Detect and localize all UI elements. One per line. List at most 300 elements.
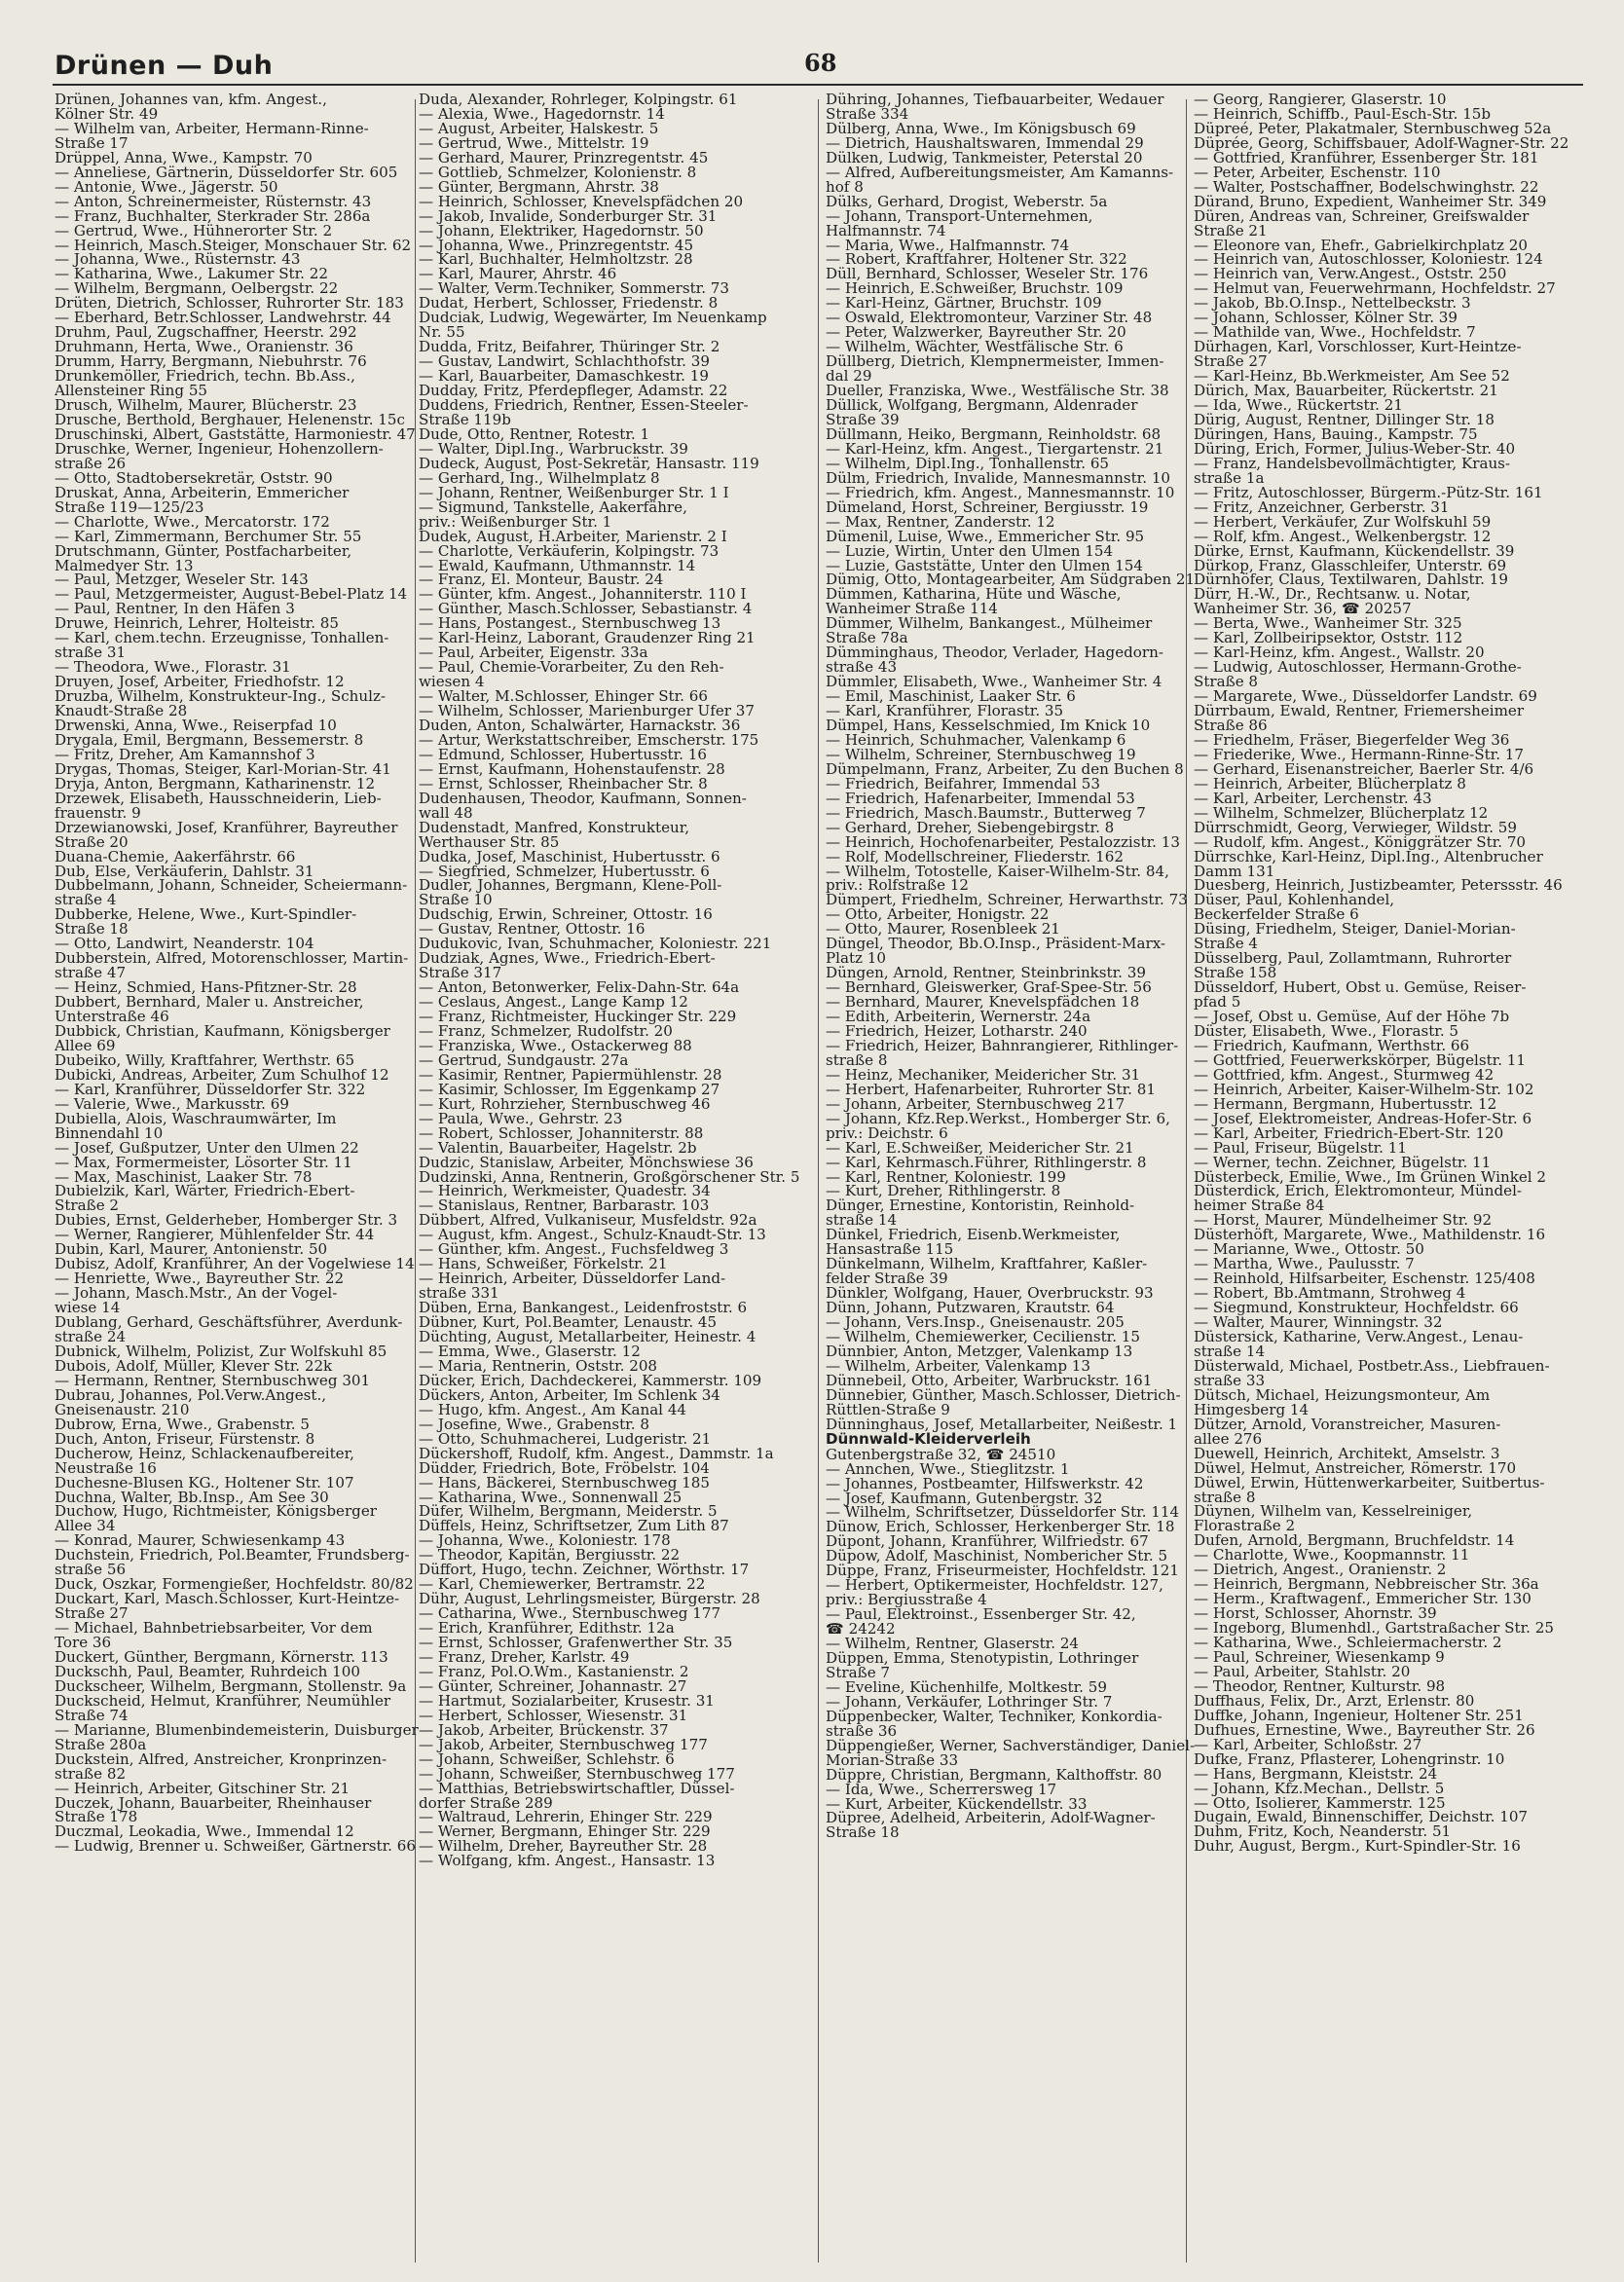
directory-entry-continuation: Gutenbergstraße 32, ☎ 24510 <box>826 1445 1056 1463</box>
directory-entry: — Karl, Arbeiter, Lerchenstr. 43 <box>1194 789 1432 807</box>
directory-entry: — Gottfried, Feuerwerkskörper, Bügelstr. 11 <box>1194 1050 1526 1069</box>
directory-entry: — Jakob, Arbeiter, Sternbuschweg 177 <box>419 1735 708 1753</box>
directory-entry: — Mathilde van, Wwe., Hochfeldstr. 7 <box>1194 323 1476 342</box>
directory-entry: — Walter, M.Schlosser, Ehinger Str. 66 <box>419 687 708 706</box>
directory-entry: Dübbert, Alfred, Vulkaniseur, Musfeldstr. 92a <box>419 1211 757 1230</box>
directory-entry: — Karl, Maurer, Ahrstr. 46 <box>419 265 617 283</box>
directory-entry-continuation: Hansastraße 115 <box>826 1240 954 1259</box>
directory-entry: Druwe, Heinrich, Lehrer, Holteistr. 85 <box>55 614 339 633</box>
directory-entry: — Charlotte, Verkäuferin, Kolpingstr. 73 <box>419 541 720 560</box>
directory-entry: — Hans, Postangest., Sternbuschweg 13 <box>419 614 721 633</box>
directory-entry-continuation: Straße 27 <box>55 1604 129 1623</box>
directory-entry: — Günter, Bergmann, Ahrstr. 38 <box>419 177 659 196</box>
directory-entry: Duckert, Günther, Bergmann, Körnerstr. 113 <box>55 1647 388 1666</box>
directory-entry: Drunkemöller, Friedrich, techn. Bb.Ass., <box>55 367 355 386</box>
directory-entry: Dudek, August, H.Arbeiter, Marienstr. 2 I <box>419 527 727 545</box>
directory-entry: Duden, Anton, Schalwärter, Harnackstr. 36 <box>419 716 741 734</box>
directory-entry: — Karl, Arbeiter, Schloßstr. 27 <box>1194 1735 1422 1753</box>
directory-entry: — Werner, techn. Zeichner, Bügelstr. 11 <box>1194 1153 1492 1171</box>
directory-entry: Dümminghaus, Theodor, Verlader, Hagedorn- <box>826 644 1163 662</box>
directory-entry: Drüppel, Anna, Wwe., Kampstr. 70 <box>55 148 313 166</box>
directory-entry: Dülken, Ludwig, Tankmeister, Peterstal 20 <box>826 148 1143 166</box>
directory-entry: Düsterdick, Erich, Elektromonteur, Mündel- <box>1194 1182 1522 1200</box>
directory-entry: — Ludwig, Autoschlosser, Hermann-Grothe- <box>1194 658 1522 677</box>
directory-entry: — Rudolf, kfm. Angest., Königgrätzer Str. 70 <box>1194 832 1527 851</box>
directory-entry-continuation: Kölner Str. 49 <box>55 104 159 123</box>
directory-entry-continuation: Straße 27 <box>1194 352 1268 371</box>
directory-entry: — Stanislaus, Rentner, Barbarastr. 103 <box>419 1196 710 1215</box>
directory-entry: Düpont, Johann, Kranführer, Wilfriedstr. 67 <box>826 1532 1149 1551</box>
directory-entry-continuation: priv.: Deichstr. 6 <box>826 1123 948 1142</box>
directory-entry: — Max, Formermeister, Lösorter Str. 11 <box>55 1153 352 1171</box>
directory-entry: — Hugo, kfm. Angest., Am Kanal 44 <box>419 1400 687 1418</box>
directory-entry: Düppengießer, Werner, Sachverständiger, Daniel- <box>826 1736 1196 1754</box>
directory-entry-continuation: Straße 10 <box>419 891 493 909</box>
directory-entry: — Martha, Wwe., Paulusstr. 7 <box>1194 1255 1415 1273</box>
directory-entry: Dudukovic, Ivan, Schuhmacher, Koloniestr. 221 <box>419 935 772 953</box>
directory-entry-continuation: Straße 119b <box>419 410 511 428</box>
directory-entry: — Walter, Postschaffner, Bodelschwinghstr. 22 <box>1194 177 1539 196</box>
directory-entry-continuation: Straße 7 <box>826 1663 891 1681</box>
directory-entry: — Horst, Maurer, Mündelheimer Str. 92 <box>1194 1211 1493 1230</box>
directory-entry: Druhmann, Herta, Wwe., Oranienstr. 36 <box>55 338 353 356</box>
directory-column-1 <box>55 92 417 1854</box>
directory-entry-continuation: Straße 8 <box>1194 673 1259 691</box>
header-rule <box>53 84 1583 86</box>
directory-entry: Druzba, Wilhelm, Konstrukteur-Ing., Schulz- <box>55 687 386 706</box>
directory-entry: — Hans, Bäckerei, Sternbuschweg 185 <box>419 1473 711 1491</box>
directory-entry-continuation: straße 14 <box>1194 1342 1266 1360</box>
directory-entry: — Johann, Elektriker, Hagedornstr. 50 <box>419 221 704 239</box>
directory-entry-continuation: Platz 10 <box>826 949 887 968</box>
directory-entry: Duchow, Hugo, Richtmeister, Königsberger <box>55 1502 377 1521</box>
directory-entry: Duckscheid, Helmut, Kranführer, Neumühler <box>55 1691 391 1710</box>
directory-entry: Dude, Otto, Rentner, Rotestr. 1 <box>419 424 650 443</box>
directory-entry-continuation: Tore 36 <box>55 1634 112 1652</box>
directory-entry: — Günther, Masch.Schlosser, Sebastianstr. 4 <box>419 600 753 618</box>
directory-entry: Dülberg, Anna, Wwe., Im Königsbusch 69 <box>826 119 1136 137</box>
directory-entry: — Gerhard, Eisenanstreicher, Baerler Str. 4/6 <box>1194 759 1534 778</box>
directory-entry: Dudday, Fritz, Pferdepfleger, Adamstr. 22 <box>419 382 728 400</box>
directory-entry: Dueller, Franziska, Wwe., Westfälische Str. 38 <box>826 382 1169 400</box>
directory-entry: Dünnebier, Günther, Masch.Schlosser, Dietrich- <box>826 1385 1181 1404</box>
directory-entry: — Otto, Schuhmacherei, Ludgeristr. 21 <box>419 1429 712 1448</box>
directory-entry: Dürkop, Franz, Glasschleifer, Unterstr. 69 <box>1194 556 1507 574</box>
directory-entry: — Ernst, Schlosser, Rheinbacher Str. 8 <box>419 774 708 792</box>
directory-entry: — Wilhelm, Arbeiter, Valenkamp 13 <box>826 1356 1090 1375</box>
directory-entry: — Herbert, Optikermeister, Hochfeldstr. 127, <box>826 1576 1163 1595</box>
directory-entry: — Rolf, Modellschreiner, Fliederstr. 162 <box>826 847 1124 865</box>
directory-entry-continuation: Straße 334 <box>826 104 909 123</box>
directory-entry: — Karl, Arbeiter, Friedrich-Ebert-Str. 120 <box>1194 1123 1504 1142</box>
directory-entry: Dudenhausen, Theodor, Kaufmann, Sonnen- <box>419 789 747 807</box>
directory-entry: — Ida, Wwe., Scherrersweg 17 <box>826 1780 1057 1798</box>
directory-entry: Dub, Else, Verkäuferin, Dahlstr. 31 <box>55 862 314 880</box>
directory-entry: — August, kfm. Angest., Schulz-Knaudt-Str. 13 <box>419 1226 766 1244</box>
directory-entry: — Paul, Chemie-Vorarbeiter, Zu den Reh- <box>419 658 724 677</box>
directory-entry: — Wilhelm, Schriftsetzer, Düsseldorfer Str. 114 <box>826 1503 1180 1522</box>
directory-entry: — Matthias, Betriebswirtschaftler, Düssel- <box>419 1779 735 1797</box>
directory-entry-continuation: dorfer Straße 289 <box>419 1793 553 1812</box>
directory-entry: Drygas, Thomas, Steiger, Karl-Morian-Str. 41 <box>55 759 391 778</box>
directory-entry: — Karl, Kranführer, Düsseldorfer Str. 322 <box>55 1080 366 1098</box>
directory-entry: Duffhaus, Felix, Dr., Arzt, Erlenstr. 80 <box>1194 1691 1475 1710</box>
directory-entry: — Ernst, Kaufmann, Hohenstaufenstr. 28 <box>419 759 725 778</box>
directory-column-3 <box>826 91 1196 1842</box>
directory-entry: — Karl, E.Schweißer, Meidericher Str. 21 <box>826 1138 1134 1157</box>
directory-entry: — Johann, Rentner, Weißenburger Str. 1 I <box>419 483 729 501</box>
directory-entry: — Wilhelm, Wächter, Westfälische Str. 6 <box>826 338 1124 356</box>
directory-entry: — Ludwig, Brenner u. Schweißer, Gärtnerstr. 66 <box>55 1837 416 1856</box>
directory-entry: — Karl, Zimmermann, Berchumer Str. 55 <box>55 527 362 545</box>
directory-entry: Druhm, Paul, Zugschaffner, Heerstr. 292 <box>55 323 357 342</box>
directory-entry: Dudda, Fritz, Beifahrer, Thüringer Str. 2 <box>419 338 720 356</box>
directory-entry: — Walter, Verm.Techniker, Sommerstr. 73 <box>419 279 729 298</box>
directory-entry: — Heinrich, Schiffb., Paul-Esch-Str. 15b <box>1194 104 1492 123</box>
directory-entry: Düpreé, Peter, Plakatmaler, Sternbuschweg 52a <box>1194 119 1552 137</box>
directory-entry: — Robert, Schlosser, Johanniterstr. 88 <box>419 1123 704 1142</box>
directory-entry: — Horst, Schlosser, Ahornstr. 39 <box>1194 1604 1437 1623</box>
directory-entry: — Johanna, Wwe., Koloniestr. 178 <box>419 1531 671 1550</box>
directory-entry: Drumm, Harry, Bergmann, Niebuhrstr. 76 <box>55 352 367 371</box>
directory-entry: — Valentin, Bauarbeiter, Hagelstr. 2b <box>419 1138 697 1157</box>
directory-entry: Düll, Bernhard, Schlosser, Weseler Str. 176 <box>826 265 1149 283</box>
directory-entry: — Oswald, Elektromonteur, Varziner Str. 48 <box>826 309 1153 327</box>
directory-entry: — Josef, Gußputzer, Unter den Ulmen 22 <box>55 1138 359 1157</box>
directory-entry-continuation: straße 36 <box>826 1721 898 1740</box>
directory-entry: — Josefine, Wwe., Grabenstr. 8 <box>419 1415 649 1433</box>
directory-entry: — Heinrich, Arbeiter, Kaiser-Wilhelm-Str. 102 <box>1194 1080 1534 1098</box>
directory-entry-continuation: frauenstr. 9 <box>55 803 141 822</box>
directory-entry: Drusche, Berthold, Berghauer, Helenenstr. 15c <box>55 410 405 428</box>
directory-entry: — Paul, Schreiner, Wiesenkamp 9 <box>1194 1647 1445 1666</box>
directory-entry-continuation: Straße 39 <box>826 410 900 428</box>
directory-entry: Düpree, Adelheid, Arbeiterin, Adolf-Wagner- <box>826 1809 1156 1827</box>
directory-entry: — Franz, El. Monteur, Baustr. 24 <box>419 570 664 589</box>
directory-entry: — Eleonore van, Ehefr., Gabrielkirchplatz 20 <box>1194 236 1528 254</box>
directory-entry: — Johann, Kfz.Rep.Werkst., Homberger Str. 6, <box>826 1109 1170 1127</box>
directory-entry: Dümeland, Horst, Schreiner, Bergiusstr. 19 <box>826 497 1149 516</box>
directory-entry: Duda, Alexander, Rohrleger, Kolpingstr. 61 <box>419 91 738 108</box>
directory-entry-continuation: Binnendahl 10 <box>55 1123 164 1142</box>
directory-entry: — Hans, Schweißer, Förkelstr. 21 <box>419 1255 668 1273</box>
directory-entry: Düben, Erna, Bankangest., Leidenfroststr. 6 <box>419 1299 748 1317</box>
directory-entry: — Peter, Walzwerker, Bayreuther Str. 20 <box>826 323 1126 342</box>
directory-entry: Düllick, Wolfgang, Bergmann, Aldenrader <box>826 396 1138 415</box>
directory-entry: Düngen, Arnold, Rentner, Steinbrinkstr. 39 <box>826 964 1146 982</box>
directory-entry: Dubberke, Helene, Wwe., Kurt-Spindler- <box>55 905 357 924</box>
directory-entry: — Heinrich, Arbeiter, Gitschiner Str. 21 <box>55 1779 351 1797</box>
directory-entry-continuation: Morian-Straße 33 <box>826 1750 959 1769</box>
directory-entry: — Franz, Buchhalter, Sterkrader Str. 286a <box>55 206 371 225</box>
directory-entry-continuation: straße 4 <box>55 891 117 909</box>
directory-entry: Duckscheer, Wilhelm, Bergmann, Stollenstr. 9a <box>55 1676 407 1695</box>
directory-entry: — Margarete, Wwe., Düsseldorfer Landstr. 69 <box>1194 687 1537 706</box>
directory-entry-continuation: Straße 74 <box>55 1706 129 1724</box>
directory-entry: — Karl, Rentner, Koloniestr. 199 <box>826 1167 1066 1186</box>
directory-entry: — Luzie, Gaststätte, Unter den Ulmen 154 <box>826 556 1143 574</box>
directory-entry: — Reinhold, Hilfsarbeiter, Eschenstr. 125/408 <box>1194 1270 1535 1288</box>
directory-entry-continuation: Straße 119—125/23 <box>55 497 204 516</box>
directory-entry: — Walter, Maurer, Winningstr. 32 <box>1194 1313 1443 1332</box>
directory-entry: Drzewek, Elisabeth, Hausschneiderin, Lieb- <box>55 789 382 807</box>
directory-entry-continuation: Straße 178 <box>55 1808 138 1826</box>
directory-entry: — Wilhelm, Dreher, Bayreuther Str. 28 <box>419 1837 708 1856</box>
directory-entry: Dürand, Bruno, Expedient, Wanheimer Str. 349 <box>1194 192 1547 210</box>
directory-entry: — Peter, Arbeiter, Eschenstr. 110 <box>1194 163 1441 181</box>
directory-entry: — Kurt, Arbeiter, Kückendellstr. 33 <box>826 1794 1088 1813</box>
directory-entry: — Karl, Zollbeiripsektor, Oststr. 112 <box>1194 629 1463 647</box>
directory-entry: Duczmal, Leokadia, Wwe., Immendal 12 <box>55 1822 354 1841</box>
directory-entry: — Rolf, kfm. Angest., Welkenbergstr. 12 <box>1194 527 1492 545</box>
directory-entry: — Johann, Vers.Insp., Gneisenaustr. 205 <box>826 1313 1125 1332</box>
directory-entry: Dudat, Herbert, Schlosser, Friedenstr. 8 <box>419 294 719 313</box>
directory-entry: — Katharina, Wwe., Lakumer Str. 22 <box>55 265 328 283</box>
directory-entry: — Wilhelm, Schmelzer, Blücherplatz 12 <box>1194 803 1489 822</box>
directory-entry: Dufhues, Ernestine, Wwe., Bayreuther Str. 26 <box>1194 1720 1535 1739</box>
directory-entry-continuation: Unterstraße 46 <box>55 1008 169 1026</box>
directory-entry: Druskat, Anna, Arbeiterin, Emmericher <box>55 483 350 501</box>
directory-entry: Dünger, Ernestine, Kontoristin, Reinhold- <box>826 1196 1135 1215</box>
directory-entry: — Günter, Schreiner, Johannastr. 27 <box>419 1676 687 1695</box>
directory-entry: — Friedrich, kfm. Angest., Mannesmannstr. 10 <box>826 483 1175 501</box>
directory-entry: — Karl, Chemiewerker, Bertramstr. 22 <box>419 1575 706 1594</box>
directory-entry: Duana-Chemie, Aakerfährstr. 66 <box>55 847 296 865</box>
directory-entry: — Henriette, Wwe., Bayreuther Str. 22 <box>55 1270 345 1288</box>
directory-entry: — Friedrich, Masch.Baumstr., Butterweg 7 <box>826 803 1146 822</box>
directory-entry: Dubin, Karl, Maurer, Antonienstr. 50 <box>55 1240 328 1259</box>
directory-entry: — Herbert, Hafenarbeiter, Ruhrorter Str. 81 <box>826 1080 1156 1098</box>
directory-entry: Dückershoff, Rudolf, kfm. Angest., Dammstr. 1a <box>419 1444 774 1462</box>
directory-entry: Dühring, Johannes, Tiefbauarbeiter, Wedauer <box>826 91 1164 108</box>
directory-entry: — Dietrich, Haushaltswaren, Immendal 29 <box>826 133 1144 152</box>
directory-entry: Düprée, Georg, Schiffsbauer, Adolf-Wagner-Str. 22 <box>1194 133 1569 152</box>
directory-entry: — Dietrich, Angest., Oranienstr. 2 <box>1194 1561 1447 1579</box>
directory-entry: Drünen, Johannes van, kfm. Angest., <box>55 91 327 108</box>
directory-entry: — Wilhelm, Rentner, Glaserstr. 24 <box>826 1635 1080 1653</box>
directory-entry: — Theodor, Rentner, Kulturstr. 98 <box>1194 1676 1446 1695</box>
directory-entry: Düngel, Theodor, Bb.O.Insp., Präsident-Marx- <box>826 935 1166 953</box>
directory-entry: Dürrbaum, Ewald, Rentner, Friemersheimer <box>1194 702 1525 720</box>
directory-entry-continuation: priv.: Weißenburger Str. 1 <box>419 512 612 531</box>
directory-entry: Dudciak, Ludwig, Wegewärter, Im Neuenkamp <box>419 309 767 327</box>
directory-entry-continuation: wiesen 4 <box>419 673 485 691</box>
directory-entry: Dümpel, Hans, Kesselschmied, Im Knick 10 <box>826 716 1151 734</box>
directory-entry: — Heinrich, Schlosser, Knevelspfädchen 20 <box>419 192 744 210</box>
directory-entry: — Johann, Schweißer, Schlehstr. 6 <box>419 1749 675 1768</box>
directory-entry: Drzewianowski, Josef, Kranführer, Bayreuther <box>55 818 398 836</box>
directory-entry: Düstersick, Katharine, Verw.Angest., Lenau- <box>1194 1328 1524 1346</box>
directory-entry: Dubois, Adolf, Müller, Klever Str. 22k <box>55 1356 333 1375</box>
directory-entry: — Luzie, Wirtin, Unter den Ulmen 154 <box>826 541 1114 560</box>
directory-entry: — Charlotte, Wwe., Koopmannstr. 11 <box>1194 1546 1470 1564</box>
directory-entry: Dublang, Gerhard, Geschäftsführer, Averdunk- <box>55 1313 403 1332</box>
directory-entry-continuation: Straße 280a <box>55 1735 147 1753</box>
directory-entry: — Friedrich, Heizer, Bahnrangierer, Rithlinger- <box>826 1036 1179 1054</box>
directory-entry: — Karl-Heinz, Laborant, Graudenzer Ring 21 <box>419 629 756 647</box>
directory-entry: — Sigmund, Tankstelle, Aakerfähre, <box>419 497 687 516</box>
directory-entry: — Herm., Kraftwagenf., Emmericher Str. 130 <box>1194 1590 1532 1608</box>
directory-entry: — Catharina, Wwe., Sternbuschweg 177 <box>419 1604 721 1623</box>
directory-entry: — Karl-Heinz, kfm. Angest., Tiergartenstr. 21 <box>826 439 1164 458</box>
directory-entry-continuation: pfad 5 <box>1194 993 1241 1012</box>
directory-entry: Drusch, Wilhelm, Maurer, Blücherstr. 23 <box>55 396 357 415</box>
directory-entry: — Franz, Dreher, Karlstr. 49 <box>419 1647 630 1666</box>
directory-entry: — Heinrich van, Verw.Angest., Oststr. 250 <box>1194 265 1507 283</box>
directory-entry: Dudzic, Stanislaw, Arbeiter, Mönchswiese 36 <box>419 1153 754 1171</box>
directory-entry: — Bernhard, Maurer, Knevelspfädchen 18 <box>826 993 1140 1012</box>
directory-entry-continuation: Straße 20 <box>55 832 129 851</box>
page-number: 68 <box>804 49 837 77</box>
directory-entry: Dubnick, Wilhelm, Polizist, Zur Wolfskuhl 85 <box>55 1342 388 1360</box>
directory-entry: — Gerhard, Dreher, Siebengebirgstr. 8 <box>826 818 1115 836</box>
directory-entry: Dümpelmann, Franz, Arbeiter, Zu den Buchen 8 <box>826 759 1184 778</box>
directory-entry: — Wilhelm, Chemiewerker, Cecilienstr. 15 <box>826 1328 1140 1346</box>
directory-entry-continuation: Gneisenaustr. 210 <box>55 1400 190 1418</box>
directory-entry: Düynen, Wilhelm van, Kesselreiniger, <box>1194 1502 1473 1521</box>
directory-entry-continuation: straße 33 <box>1194 1371 1266 1389</box>
directory-entry: Duckart, Karl, Masch.Schlosser, Kurt-Heintze- <box>55 1590 400 1608</box>
directory-entry-continuation: Straße 2 <box>55 1196 120 1215</box>
directory-entry: Düppe, Franz, Friseurmeister, Hochfeldstr. 121 <box>826 1562 1179 1580</box>
directory-entry: — Gertrud, Sundgaustr. 27a <box>419 1050 629 1069</box>
directory-entry: — Wilhelm, Totostelle, Kaiser-Wilhelm-Str. 84, <box>826 862 1169 880</box>
directory-entry: Drüten, Dietrich, Schlosser, Ruhrorter Str. 183 <box>55 294 404 313</box>
directory-entry: Dugain, Ewald, Binnenschiffer, Deichstr. 107 <box>1194 1808 1529 1826</box>
directory-entry: Dubrow, Erna, Wwe., Grabenstr. 5 <box>55 1415 310 1433</box>
directory-entry: — Otto, Landwirt, Neanderstr. 104 <box>55 935 314 953</box>
directory-entry: — Ida, Wwe., Rückertstr. 21 <box>1194 396 1403 415</box>
directory-entry: — Franziska, Wwe., Ostackerweg 88 <box>419 1036 692 1054</box>
directory-entry: Dünow, Erich, Schlosser, Herkenberger Str. 18 <box>826 1518 1175 1536</box>
directory-entry: — Karl, Bauarbeiter, Damaschkestr. 19 <box>419 367 709 386</box>
directory-entry: Dürrschke, Karl-Heinz, Dipl.Ing., Altenbrucher <box>1194 847 1543 865</box>
directory-entry: — Paul, Friseur, Bügelstr. 11 <box>1194 1138 1407 1157</box>
directory-entry: — Fritz, Anzeichner, Gerberstr. 31 <box>1194 497 1450 516</box>
directory-entry: — Erich, Kranführer, Edithstr. 12a <box>419 1619 675 1638</box>
directory-entry: — Paula, Wwe., Gehrstr. 23 <box>419 1109 623 1127</box>
directory-entry-continuation: straße 1a <box>1194 468 1265 487</box>
directory-entry: — Karl-Heinz, Bb.Werkmeister, Am See 52 <box>1194 367 1510 386</box>
directory-entry: Dubrau, Johannes, Pol.Verw.Angest., <box>55 1385 327 1404</box>
directory-entry: — Heinrich, Schuhmacher, Valenkamp 6 <box>826 730 1126 749</box>
directory-entry-continuation: straße 8 <box>826 1050 888 1069</box>
directory-entry-continuation: Straße 17 <box>55 133 129 152</box>
directory-entry: Duck, Oszkar, Formengießer, Hochfeldstr. 80/82 <box>55 1575 414 1594</box>
directory-entry: Duczek, Johann, Bauarbeiter, Rheinhauser <box>55 1793 372 1812</box>
directory-entry: — Michael, Bahnbetriebsarbeiter, Vor dem <box>55 1619 373 1638</box>
directory-entry: — Friedrich, Beifahrer, Immendal 53 <box>826 774 1101 792</box>
advert-name: Dünnwald-Kleiderverleih <box>826 1429 1031 1448</box>
directory-entry: Düsterhöft, Margarete, Wwe., Mathildenstr. 16 <box>1194 1226 1546 1244</box>
directory-entry: — Kurt, Rohrzieher, Sternbuschweg 46 <box>419 1094 711 1113</box>
directory-entry: — Maria, Wwe., Halfmannstr. 74 <box>826 236 1070 254</box>
directory-entry: — Robert, Bb.Amtmann, Strohweg 4 <box>1194 1284 1466 1303</box>
directory-entry: — Fritz, Dreher, Am Kamannshof 3 <box>55 745 315 763</box>
directory-entry: — Wilhelm, Schreiner, Sternbuschweg 19 <box>826 745 1136 763</box>
directory-entry: Dünnbier, Anton, Metzger, Valenkamp 13 <box>826 1342 1133 1360</box>
directory-entry: Düringen, Hans, Bauing., Kampstr. 75 <box>1194 424 1478 443</box>
directory-entry: Düring, Erich, Former, Julius-Weber-Str. 40 <box>1194 439 1516 458</box>
directory-entry: Druschke, Werner, Ingenieur, Hohenzollern- <box>55 439 384 458</box>
directory-entry: — Heinz, Schmied, Hans-Pfitzner-Str. 28 <box>55 978 357 997</box>
directory-entry: Dubies, Ernst, Gelderheber, Homberger Str. 3 <box>55 1211 398 1230</box>
directory-entry: — Karl, Kehrmasch.Führer, Rithlingerstr. 8 <box>826 1153 1147 1171</box>
directory-entry: — Johann, Verkäufer, Lothringer Str. 7 <box>826 1692 1113 1711</box>
directory-entry: — Otto, Stadtobersekretär, Oststr. 90 <box>55 468 333 487</box>
directory-entry: — Siegfried, Schmelzer, Hubertusstr. 6 <box>419 862 710 880</box>
directory-entry: — Herbert, Schlosser, Wiesenstr. 31 <box>419 1706 688 1724</box>
directory-entry-continuation: Allee 34 <box>55 1517 116 1535</box>
directory-entry: Duffke, Johann, Ingenieur, Holtener Str. 251 <box>1194 1706 1524 1724</box>
directory-entry: — Walter, Dipl.Ing., Warbruckstr. 39 <box>419 439 688 458</box>
directory-entry: Dubiella, Alois, Waschraumwärter, Im <box>55 1109 337 1127</box>
directory-entry: — Hermann, Rentner, Sternbuschweg 301 <box>55 1371 371 1389</box>
directory-entry: — Wilhelm, Bergmann, Oelbergstr. 22 <box>55 279 339 298</box>
directory-entry: — Gustav, Rentner, Ottostr. 16 <box>419 920 646 939</box>
directory-entry: — Karl, Buchhalter, Helmholtzstr. 28 <box>419 250 693 269</box>
directory-entry-continuation: Straße 86 <box>1194 716 1268 734</box>
directory-entry: Dünninghaus, Josef, Metallarbeiter, Neißestr. 1 <box>826 1415 1178 1433</box>
directory-entry: — Helmut van, Feuerwehrmann, Hochfeldstr. 27 <box>1194 279 1556 298</box>
directory-entry: Drwenski, Anna, Wwe., Reiserpfad 10 <box>55 716 337 734</box>
directory-entry-continuation: straße 47 <box>55 964 127 982</box>
directory-entry: Düfer, Wilhelm, Bergmann, Meiderstr. 5 <box>419 1502 718 1521</box>
directory-entry: — Heinrich, E.Schweißer, Bruchstr. 109 <box>826 279 1124 298</box>
directory-entry: — Werner, Bergmann, Ehinger Str. 229 <box>419 1822 711 1841</box>
directory-entry: — Gerhard, Ing., Wilhelmplatz 8 <box>419 468 660 487</box>
directory-entry-continuation: Knaudt-Straße 28 <box>55 702 188 720</box>
directory-entry: — Friedrich, Kaufmann, Werthstr. 66 <box>1194 1036 1470 1054</box>
directory-entry: Düffels, Heinz, Schriftsetzer, Zum Lith 87 <box>419 1517 729 1535</box>
directory-entry: — Johann, Kfz.Mechan., Dellstr. 5 <box>1194 1779 1445 1797</box>
directory-entry-continuation: Straße 158 <box>1194 964 1277 982</box>
directory-entry: — Marianne, Wwe., Ottostr. 50 <box>1194 1240 1424 1259</box>
directory-entry: Düppen, Emma, Stenotypistin, Lothringer <box>826 1648 1139 1667</box>
directory-entry: Dudzinski, Anna, Rentnerin, Großgörschener Str. 5 <box>419 1167 800 1186</box>
directory-entry-continuation: straße 43 <box>826 658 898 677</box>
directory-entry-continuation: priv.: Rolfstraße 12 <box>826 876 970 895</box>
directory-entry: Dühr, August, Lehrlingsmeister, Bürgerstr. 28 <box>419 1590 760 1608</box>
directory-entry: — Valerie, Wwe., Markusstr. 69 <box>55 1094 289 1113</box>
directory-entry: Duchna, Walter, Bb.Insp., Am See 30 <box>55 1488 329 1506</box>
directory-entry: Düsing, Friedhelm, Steiger, Daniel-Morian- <box>1194 920 1516 939</box>
directory-entry: — Marianne, Blumenbindemeisterin, Duisburger <box>55 1720 419 1739</box>
directory-entry: — Günther, kfm. Angest., Fuchsfeldweg 3 <box>419 1240 729 1259</box>
directory-entry: Dünkler, Wolfgang, Hauer, Overbruckstr. 93 <box>826 1284 1154 1303</box>
directory-entry: Düwel, Helmut, Anstreicher, Römerstr. 170 <box>1194 1458 1517 1477</box>
directory-entry: — Gottfried, kfm. Angest., Sturmweg 42 <box>1194 1065 1495 1084</box>
directory-entry: Duhm, Fritz, Koch, Neanderstr. 51 <box>1194 1822 1452 1841</box>
directory-entry: Dülm, Friedrich, Invalide, Mannesmannstr. 10 <box>826 468 1171 487</box>
directory-entry: — Alexia, Wwe., Hagedornstr. 14 <box>419 104 665 123</box>
column-divider <box>818 99 819 2263</box>
directory-entry-continuation: straße 24 <box>55 1328 127 1346</box>
directory-entry: Dümenil, Luise, Wwe., Emmericher Str. 95 <box>826 527 1145 545</box>
directory-entry: Duhr, August, Bergm., Kurt-Spindler-Str. 16 <box>1194 1837 1521 1856</box>
directory-entry: — Gustav, Landwirt, Schlachthofstr. 39 <box>419 352 710 371</box>
directory-entry: — Robert, Kraftfahrer, Holtener Str. 322 <box>826 250 1127 269</box>
directory-entry: — Anneliese, Gärtnerin, Düsseldorfer Str. 605 <box>55 163 398 181</box>
directory-entry: Düren, Andreas van, Schreiner, Greifswalder <box>1194 206 1530 225</box>
directory-entry-continuation: hof 8 <box>826 177 864 196</box>
directory-entry-continuation: wiese 14 <box>55 1299 121 1317</box>
directory-entry: Düser, Paul, Kohlenhandel, <box>1194 891 1395 909</box>
directory-entry: — Josef, Obst u. Gemüse, Auf der Höhe 7b <box>1194 1008 1510 1026</box>
directory-entry: — Gertrud, Wwe., Mittelstr. 19 <box>419 133 649 152</box>
directory-entry: Dürnhöfer, Claus, Textilwaren, Dahlstr. 19 <box>1194 570 1508 589</box>
directory-entry: Duesberg, Heinrich, Justizbeamter, Peterssstr. 46 <box>1194 876 1563 895</box>
